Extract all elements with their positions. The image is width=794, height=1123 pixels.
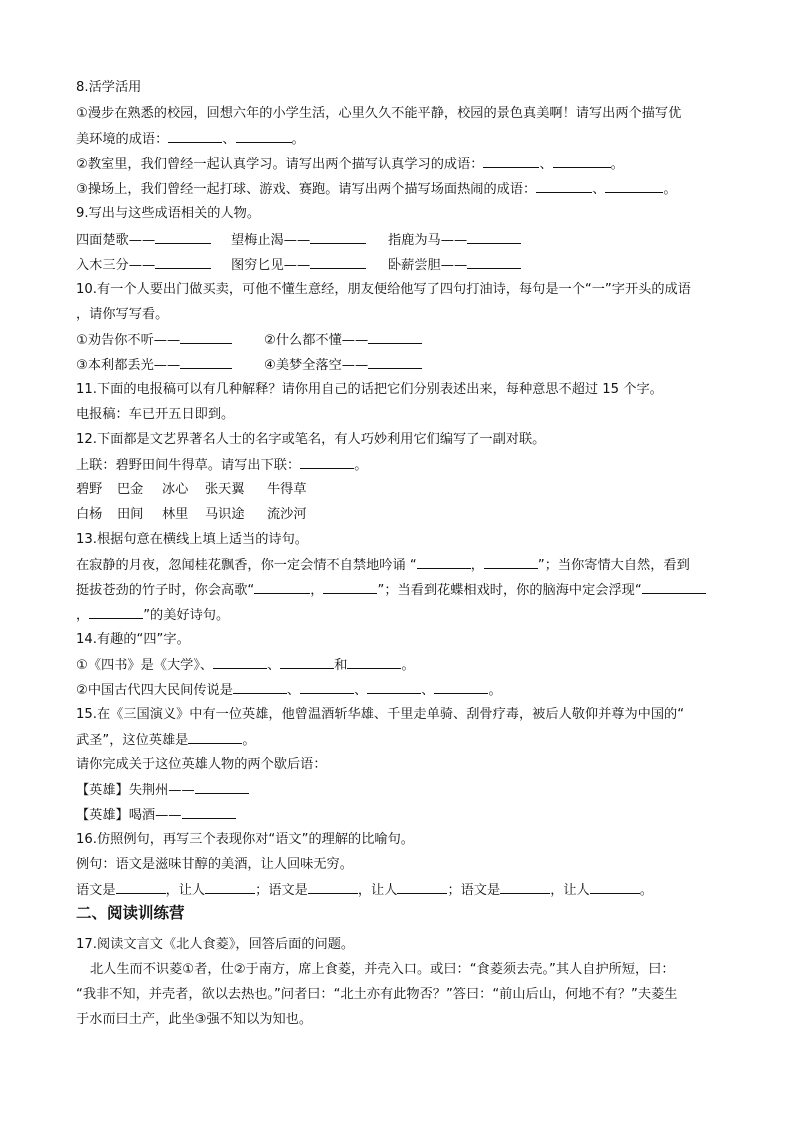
answer-blank[interactable] (590, 881, 640, 894)
answer-blank[interactable] (89, 606, 143, 619)
q13-line3: ， ”的美好诗句。 (76, 608, 230, 623)
q8-item2-prompt: ②教室里，我们曾经一起认真学习。请写出两个描写认真学习的成语： (76, 157, 484, 172)
q15-xiehouyu-1: 【英雄】失荆州—— (76, 781, 249, 800)
q10-title-line1: 10.有一个人要出门做买卖，可他不懂生意经，朋友便给他写了四句打油诗，每句是一个“一”字开头的成语 (76, 282, 691, 297)
answer-blank[interactable] (310, 256, 366, 269)
q16-example: 例句：语文是滋味甘醇的美酒，让人回味无穷。 (76, 857, 353, 872)
q11-telegram: 电报稿：车已开五日即到。 (76, 407, 235, 422)
q16-answer-line: 语文是 ，让人 ；语文是 ，让人 ；语文是 ，让人 。 (76, 883, 653, 898)
q10-row2: ③本利都丢光—— ④美梦全落空—— (76, 356, 716, 374)
q13-line2: 挺拔苍劲的竹子时，你会高歌“ ， ”；当看到花蝶相戏时，你的脑海中定会浮现“ (76, 581, 706, 600)
q11-title: 11.下面的电报稿可以有几种解释？请你用自己的话把它们分别表述出来，每种意思不超过 15 个字。 (76, 382, 663, 397)
answer-blank[interactable] (180, 331, 232, 344)
answer-blank[interactable] (155, 231, 211, 244)
q8-item2: ②教室里，我们曾经一起认真学习。请写出两个描写认真学习的成语： 、 。 (76, 157, 624, 172)
q8-item3-prompt: ③操场上，我们曾经一起打球、游戏、赛跑。请写出两个描写场面热闹的成语： (76, 182, 537, 197)
answer-blank[interactable] (180, 356, 232, 369)
answer-blank[interactable] (347, 656, 401, 669)
answer-blank[interactable] (213, 656, 267, 669)
answer-blank[interactable] (484, 556, 538, 569)
answer-blank[interactable] (195, 781, 249, 794)
answer-blank[interactable] (254, 581, 310, 594)
q12-prompt: 上联：碧野田间牛得草。请写出下联： 。 (76, 458, 368, 473)
q8-title: 8.活学活用 (76, 80, 142, 95)
answer-blank[interactable] (367, 681, 421, 694)
answer-blank[interactable] (155, 256, 211, 269)
q8-item1-line1: ①漫步在熟悉的校园，回想六年的小学生活，心里久久不能平静，校园的景色真美啊！请写出两个描写优 (76, 106, 682, 121)
section-heading: 二、阅读训练营 (76, 904, 185, 922)
q10-row1: ①劝告你不听—— ②什么都不懂—— (76, 331, 716, 349)
answer-blank[interactable] (308, 881, 358, 894)
answer-blank[interactable] (536, 180, 592, 193)
q9-row2: 入木三分—— 图穷匕见—— 卧薪尝胆—— (76, 256, 716, 274)
q14-line1: ①《四书》是《大学》、 、 和 。 (76, 658, 415, 673)
answer-blank[interactable] (300, 456, 354, 469)
answer-blank[interactable] (205, 881, 255, 894)
answer-blank[interactable] (233, 681, 287, 694)
answer-blank[interactable] (188, 731, 242, 744)
answer-blank[interactable] (642, 581, 706, 594)
answer-blank[interactable] (500, 881, 550, 894)
q17-passage-line1: 北人生而不识菱①者，仕②于南方，席上食菱，并壳入口。或曰：“食菱须去壳。”其人自护所短，曰： (90, 962, 675, 977)
answer-blank[interactable] (467, 256, 521, 269)
q12-names-row1: 碧野 巴金 冰心 张天翼 牛得草 (76, 482, 307, 497)
answer-blank[interactable] (168, 130, 222, 143)
answer-blank[interactable] (116, 881, 166, 894)
q9-title: 9.写出与这些成语相关的人物。 (76, 206, 261, 221)
answer-blank[interactable] (300, 681, 354, 694)
q12-names-row2: 白杨 田间 林里 马识途 流沙河 (76, 507, 307, 522)
answer-blank[interactable] (236, 130, 292, 143)
q17-title: 17.阅读文言文《北人食菱》，回答后面的问题。 (76, 937, 355, 952)
answer-blank[interactable] (467, 231, 521, 244)
q8-item1-line2: 美环境的成语： 、 。 (76, 132, 305, 147)
answer-blank[interactable] (397, 881, 447, 894)
q15-line3: 请你完成关于这位英雄人物的两个歇后语： (76, 757, 327, 772)
answer-blank[interactable] (182, 806, 236, 819)
q12-title: 12.下面都是文艺界著名人士的名字或笔名，有人巧妙利用它们编写了一副对联。 (76, 432, 546, 447)
q13-title: 13.根据句意在横线上填上适当的诗句。 (76, 532, 308, 547)
q15-line2: 武圣”，这位英雄是 。 (76, 733, 256, 748)
answer-blank[interactable] (434, 681, 488, 694)
answer-blank[interactable] (368, 331, 422, 344)
q17-passage-line3: 于水而曰土产，此坐③强不知以为知也。 (76, 1012, 313, 1027)
q15-xiehouyu-2: 【英雄】喝酒—— (76, 806, 236, 825)
q9-row1: 四面楚歌—— 望梅止渴—— 指鹿为马—— (76, 231, 716, 249)
answer-blank[interactable] (310, 231, 366, 244)
answer-blank[interactable] (417, 556, 471, 569)
answer-blank[interactable] (605, 180, 663, 193)
q10-title-line2: ，请你写写看。 (76, 307, 169, 322)
answer-blank[interactable] (368, 356, 422, 369)
answer-blank[interactable] (553, 155, 611, 168)
answer-blank[interactable] (483, 155, 539, 168)
answer-blank[interactable] (280, 656, 334, 669)
q14-line2: ②中国古代四大民间传说是 、 、 、 。 (76, 683, 502, 698)
q15-line1: 15.在《三国演义》中有一位英雄，他曾温酒斩华雄、千里走单骑、刮骨疗毒，被后人敬仰并尊为中国的“ (76, 707, 685, 722)
answer-blank[interactable] (323, 581, 377, 594)
q14-title: 14.有趣的“四”字。 (76, 632, 190, 647)
q8-item1-prompt: 美环境的成语： (76, 132, 169, 147)
q8-item3: ③操场上，我们曾经一起打球、游戏、赛跑。请写出两个描写场面热闹的成语： 、 。 (76, 182, 677, 197)
q17-passage-line2: “我非不知，并壳者，欲以去热也。”问者曰：“北土亦有此物否？”答曰：“前山后山，何地不有？”夫菱生 (76, 987, 678, 1002)
q13-line1: 在寂静的月夜，忽闻桂花飘香，你一定会情不自禁地吟诵 “ ， ”；当你寄情大自然，看到 (76, 558, 690, 573)
q16-title: 16.仿照例句，再写三个表现你对“语文”的理解的比喻句。 (76, 832, 414, 847)
